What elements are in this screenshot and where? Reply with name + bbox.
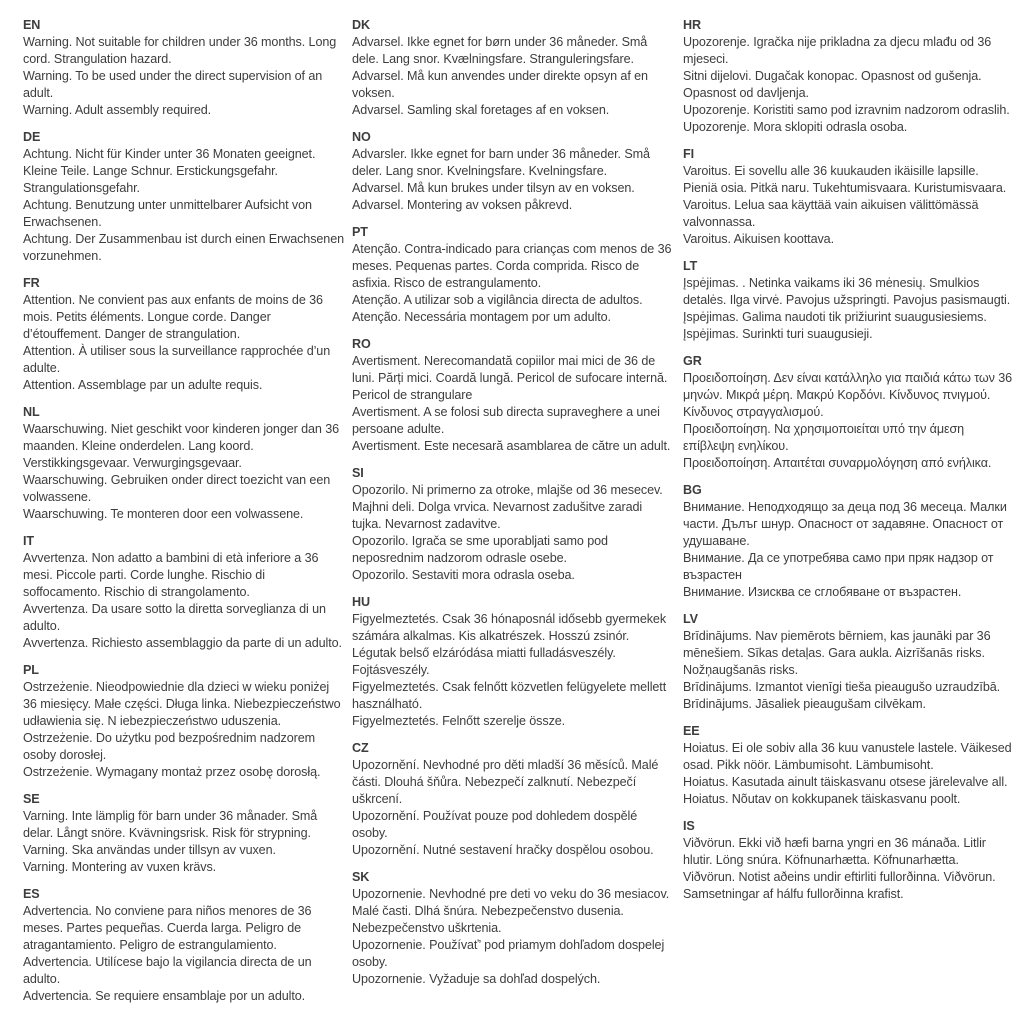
warning-paragraph: Viðvörun. Ekki við hæfi barna yngri en 36 mánaða. Litlir hlutir. Löng snúra. Köfnunarhætta. Köfnunarhætta. [683,836,986,867]
language-section-pt [352,224,674,326]
warning-paragraph: Upozornění. Nutné sestavení hračky dospělou osobou. [352,843,654,857]
warning-paragraph: Avvertenza. Non adatto a bambini di età inferiore a 36 mesi. Piccole parti. Corde lunghe. Rischio di soffocamento. Rischio di strangolamento. [23,551,319,599]
warning-paragraph: Achtung. Benutzung unter unmittelbarer Aufsicht von Erwachsenen. [23,198,312,229]
warning-paragraph: Opozorilo. Sestaviti mora odrasla oseba. [352,568,575,582]
language-section-ee [683,723,1013,808]
language-section-nl [23,404,345,523]
warning-paragraph: Advertencia. No conviene para niños menores de 36 meses. Partes pequeñas. Cuerda larga. Peligro de atragantamiento. Peligro de estrangulamiento. [23,904,312,952]
warning-paragraph: Warning. To be used under the direct supervision of an adult. [23,69,323,100]
warning-paragraph: Brīdinājums. Jāsaliek pieaugušam cilvēkam. [683,697,926,711]
language-section-fr [23,275,345,394]
warning-paragraph: Varoitus. Lelua saa käyttää vain aikuisen välittömässä valvonnassa. [683,198,979,229]
warning-paragraph: Brīdinājums. Nav piemērots bērniem, kas jaunāki par 36 mēnešiem. Sīkas detaļas. Gara aukla. Aizrīšanās risks. Nožņaugšanās risks. [683,629,991,677]
language-section-it [23,533,345,652]
warning-paragraph: Avertisment. Este necesară asamblarea de către un adult. [352,439,671,453]
warning-paragraph: Attention. À utiliser sous la surveillance rapprochée d’un adulte. [23,344,331,375]
language-code: FI [683,147,694,161]
language-code: FR [23,276,40,290]
language-section-hu [352,594,674,730]
warning-paragraph: Advarsel. Må kun anvendes under direkte opsyn af en voksen. [352,69,648,100]
warning-paragraph: Varoitus. Ei sovellu alle 36 kuukauden ikäisille lapsille. Pieniä osia. Pitkä naru. Tukehtumisvaara. Kuristumisvaara. [683,164,1007,195]
warning-paragraph: Advarsel. Montering av voksen påkrevd. [352,198,573,212]
language-code: PL [23,663,39,677]
language-section-cz [352,740,674,859]
warning-paragraph: Achtung. Nicht für Kinder unter 36 Monaten geeignet. Kleine Teile. Lange Schnur. Erstickungsgefahr. Strangulationsgefahr. [23,147,316,195]
language-code: NL [23,405,40,419]
warning-paragraph: Внимание. Неподходящо за деца под 36 месеца. Малки части. Дълъг шнур. Опасност от задавяне. Опасност от удушаване. [683,500,1007,548]
language-code: SK [352,870,370,884]
language-code: CZ [352,741,369,755]
language-code: GR [683,354,702,368]
language-code: DK [352,18,370,32]
warning-paragraph: Waarschuwing. Te monteren door een volwassene. [23,507,304,521]
warning-paragraph: Upozornění. Nevhodné pro děti mladší 36 měsíců. Malé části. Dlouhá šňůra. Nebezpečí zalknutí. Nebezpečí uškrcení. [352,758,659,806]
language-code: ES [23,887,40,901]
column-1 [23,17,345,1015]
warning-paragraph: Varning. Inte lämplig för barn under 36 månader. Små delar. Långt snöre. Kvävningsrisk. Risk för strypning. [23,809,318,840]
warning-paragraph: Upozornění. Používat pouze pod dohledem dospělé osoby. [352,809,638,840]
language-section-gr [683,353,1013,472]
language-code: PT [352,225,368,239]
warning-paragraph: Warning. Adult assembly required. [23,103,212,117]
language-section-lv [683,611,1013,713]
warning-paragraph: Viðvörun. Notist aðeins undir eftirliti fullorðinna. Viðvörun. Samsetningar af hálfu fullorðinna krafist. [683,870,996,901]
language-section-pl [23,662,345,781]
language-section-bg [683,482,1013,601]
warning-paragraph: Opozorilo. Igrača se sme uporabljati samo pod neposrednim nadzorom odrasle osebe. [352,534,608,565]
warning-paragraph: Achtung. Der Zusammenbau ist durch einen Erwachsenen vorzunehmen. [23,232,345,263]
column-2 [352,17,674,998]
language-section-hr [683,17,1013,136]
warning-paragraph: Προειδοποίηση. Απαιτέται συναρμολόγηση από ενήλικα. [683,456,992,470]
warning-paragraph: Ostrzeżenie. Do użytku pod bezpośrednim nadzorem osoby dorosłej. [23,731,316,762]
warning-paragraph: Avvertenza. Da usare sotto la diretta sorveglianza di un adulto. [23,602,326,633]
language-code: IS [683,819,695,833]
warning-paragraph: Įspėjimas. Surinkti turi suaugusieji. [683,327,873,341]
warning-paragraph: Ostrzeżenie. Nieodpowiednie dla dzieci w wieku poniżej 36 miesięcy. Małe części. Długa linka. Niebezpieczeństwo udławienia się. N iebezpieczeństwo uduszenia. [23,680,341,728]
language-section-no [352,129,674,214]
language-code: LV [683,612,698,626]
warning-paragraph: Warning. Not suitable for children under 36 months. Long cord. Strangulation hazard. [23,35,337,66]
warning-paragraph: Figyelmeztetés. Csak 36 hónaposnál idősebb gyermekek számára alkalmas. Kis alkatrészek. Hosszú zsinór. Légutak belső elzáródása miatti fulladásveszély. Fojtásveszély. [352,612,667,677]
warning-paragraph: Figyelmeztetés. Csak felnőtt közvetlen felügyelete mellett használható. [352,680,667,711]
language-section-en [23,17,345,119]
warning-paragraph: Brīdinājums. Izmantot vienīgi tieša pieaugušo uzraudzībā. [683,680,1001,694]
warning-paragraph: Внимание. Да се употребява само при пряк надзор от възрастен [683,551,994,582]
warning-paragraph: Advertencia. Utilícese bajo la vigilancia directa de un adulto. [23,955,312,986]
warning-paragraph: Advarsel. Ikke egnet for børn under 36 måneder. Små dele. Lang snor. Kvælningsfare. Stranguleringsfare. [352,35,648,66]
warning-paragraph: Advarsel. Må kun brukes under tilsyn av en voksen. [352,181,635,195]
warning-paragraph: Varoitus. Aikuisen koottava. [683,232,834,246]
language-code: DE [23,130,41,144]
warning-paragraph: Attention. Ne convient pas aux enfants de moins de 36 mois. Petits éléments. Longue corde. Danger d’étouffement. Danger de strangulation. [23,293,323,341]
warning-paragraph: Attention. Assemblage par un adulte requis. [23,378,263,392]
column-3 [683,17,1013,913]
warning-paragraph: Waarschuwing. Gebruiken onder direct toezicht van een volwassene. [23,473,331,504]
warning-paragraph: Advarsel. Samling skal foretages af en voksen. [352,103,610,117]
warning-paragraph: Upozornenie. Používať’ pod priamym dohľadom dospelej osoby. [352,938,665,969]
language-code: NO [352,130,371,144]
language-section-sk [352,869,674,988]
language-code: EE [683,724,700,738]
language-code: IT [23,534,34,548]
warning-paragraph: Waarschuwing. Niet geschikt voor kinderen jonger dan 36 maanden. Kleine onderdelen. Lang koord. Verstikkingsgevaar. Verwurgingsgevaar. [23,422,340,470]
warning-paragraph: Avertisment. A se folosi sub directa supraveghere a unei persoane adulte. [352,405,660,436]
language-code: SI [352,466,364,480]
warning-paragraph: Opozorilo. Ni primerno za otroke, mlajše od 36 mesecev. Majhni deli. Dolga vrvica. Nevarnost zadušitve zaradi tujka. Nevarnost zadavitve. [352,483,663,531]
warning-paragraph: Upozornenie. Vyžaduje sa dohľad dospelých. [352,972,601,986]
language-code: EN [23,18,41,32]
language-section-se [23,791,345,876]
warning-paragraph: Upozornenie. Nevhodné pre deti vo veku do 36 mesiacov. Malé časti. Dlhá šnúra. Nebezpečenstvo dusenia. Nebezpečenstvo uškrtenia. [352,887,670,935]
language-section-si [352,465,674,584]
language-section-fi [683,146,1013,248]
warning-paragraph: Hoiatus. Nõutav on kokkupanek täiskasvanu poolt. [683,792,961,806]
warning-paragraph: Ostrzeżenie. Wymagany montaż przez osobę dorosłą. [23,765,321,779]
warning-paragraph: Advarsler. Ikke egnet for barn under 36 måneder. Små deler. Lang snor. Kvelningsfare. Kvelningsfare. [352,147,650,178]
warning-paragraph: Įspėjimas. . Netinka vaikams iki 36 mėnesių. Smulkios detalės. Ilga virvė. Pavojus užspringti. Pavojus pasismaugti. [683,276,1011,307]
warning-paragraph: Upozorenje. Koristiti samo pod izravnim nadzorom odraslih. [683,103,1010,117]
warning-paragraph: Advertencia. Se requiere ensamblaje por un adulto. [23,989,306,1003]
language-code: SE [23,792,40,806]
warning-paragraph: Προειδοποίηση. Δεν είναι κατάλληλο για παιδιά κάτω των 36 μηνών. Μικρά μέρη. Μακρύ Κορδόνι. Κίνδυνος πνιγμού. Κίνδυνος στραγγαλισμού. [683,371,1013,419]
warning-paragraph: Avvertenza. Richiesto assemblaggio da parte di un adulto. [23,636,342,650]
language-section-ro [352,336,674,455]
warning-paragraph: Atenção. Contra-indicado para crianças com menos de 36 meses. Pequenas partes. Corda comprida. Risco de asfixia. Risco de estrangulamento. [352,242,672,290]
language-code: BG [683,483,702,497]
warning-paragraph: Varning. Montering av vuxen krävs. [23,860,217,874]
language-section-es [23,886,345,1005]
warning-paragraph: Hoiatus. Ei ole sobiv alla 36 kuu vanustele lastele. Väikesed osad. Pikk nöör. Lämbumisoht. Lämbumisoht. [683,741,1012,772]
warning-paragraph: Įspėjimas. Galima naudoti tik prižiurint suaugusiesiems. [683,310,987,324]
warning-paragraph: Avertisment. Nerecomandată copiilor mai mici de 36 de luni. Părți mici. Coardă lungă. Pericol de sufocare internă. Pericol de strangulare [352,354,668,402]
warning-paragraph: Upozorenje. Mora sklopiti odrasla osoba. [683,120,908,134]
language-code: RO [352,337,371,351]
warning-paragraph: Внимание. Изисква се сглобяване от възрастен. [683,585,962,599]
warning-paragraph: Προειδοποίηση. Να χρησιμοποιείται υπό την άμεση επίβλεψη ενηλίκου. [683,422,965,453]
language-code: HR [683,18,701,32]
language-code: HU [352,595,370,609]
warning-paragraph: Atenção. A utilizar sob a vigilância directa de adultos. Atenção. Necessária montagem por um adulto. [352,293,643,324]
warning-paragraph: Hoiatus. Kasutada ainult täiskasvanu otsese järelevalve all. [683,775,1008,789]
warning-paragraph: Varning. Ska användas under tillsyn av vuxen. [23,843,276,857]
warning-paragraph: Upozorenje. Igračka nije prikladna za djecu mlađu od 36 mjeseci. [683,35,992,66]
language-section-is [683,818,1013,903]
language-section-lt [683,258,1013,343]
language-section-dk [352,17,674,119]
warning-paragraph: Sitni dijelovi. Dugačak konopac. Opasnost od gušenja. Opasnost od davljenja. [683,69,982,100]
warning-paragraph: Figyelmeztetés. Felnőtt szerelje össze. [352,714,566,728]
language-section-de [23,129,345,265]
language-code: LT [683,259,698,273]
